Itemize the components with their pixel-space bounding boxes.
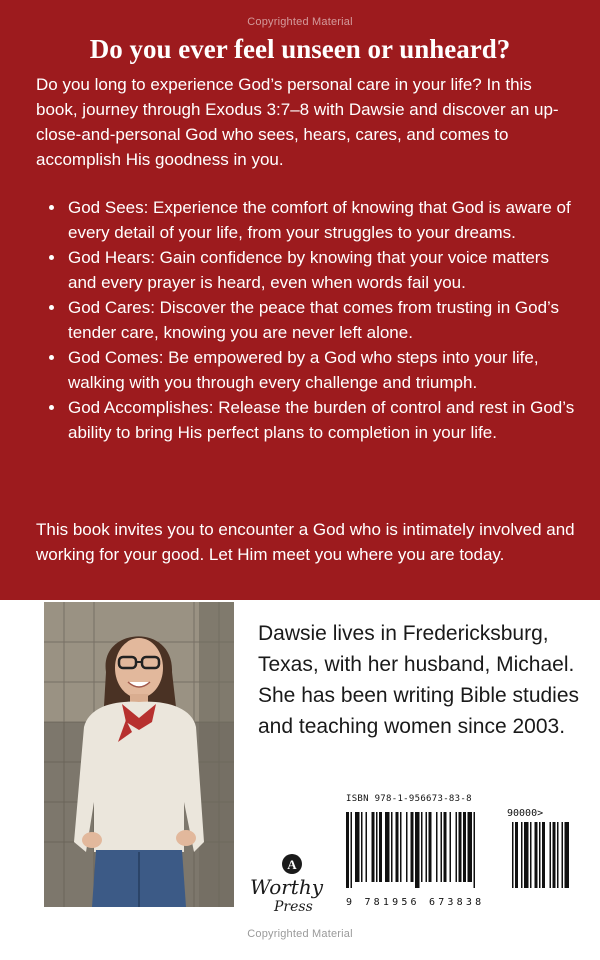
barcode-icon [342, 806, 577, 906]
list-item: God Accomplishes: Release the burden of control and rest in God’s ability to bring His perfect plans to completion in your life. [36, 395, 576, 445]
closing-paragraph: This book invites you to encounter a God who is intimately involved and working for your good. Let Him meet you where you are today. [36, 520, 575, 564]
author-bio: Dawsie lives in Fredericksburg, Texas, with her husband, Michael. She has been writing Bible studies and teaching women since 2003. [258, 622, 580, 738]
logo-letter: A [287, 857, 297, 872]
publisher-logo-icon [248, 852, 340, 914]
author-photo-illustration [44, 602, 234, 907]
logo-word-press: Press [274, 899, 313, 914]
logo-word-worthy: Worthy [250, 875, 324, 899]
list-item: God Comes: Be empowered by a God who steps into your life, walking with you through every challenge and triumph. [36, 345, 576, 395]
benefits-list [36, 195, 576, 445]
list-item: God Hears: Gain confidence by knowing that your voice matters and every prayer is heard, even when words fail you. [36, 245, 576, 295]
publisher-logo [248, 852, 340, 914]
watermark-top: Copyrighted Material [247, 16, 353, 28]
price-code: 90000> [507, 808, 544, 819]
author-photo [44, 602, 234, 907]
intro-paragraph: Do you long to experience God’s personal care in your life? In this book, journey through Exodus 3:7–8 with Dawsie and discover an up-close-and-personal God who sees, hears, cares, and comes to accomplish His goodness in you. [36, 75, 559, 169]
isbn-label: ISBN 978-1-956673-83-8 [346, 794, 472, 804]
watermark-bottom: Copyrighted Material [247, 928, 353, 940]
list-item: God Cares: Discover the peace that comes from trusting in God’s tender care, knowing you are never left alone. [36, 295, 576, 345]
barcode-digits: 9 781956 673838 [346, 897, 485, 908]
headline: Do you ever feel unseen or unheard? [89, 34, 511, 64]
list-item: God Sees: Experience the comfort of knowing that God is aware of every detail of your life, from your struggles to your dreams. [36, 195, 576, 245]
